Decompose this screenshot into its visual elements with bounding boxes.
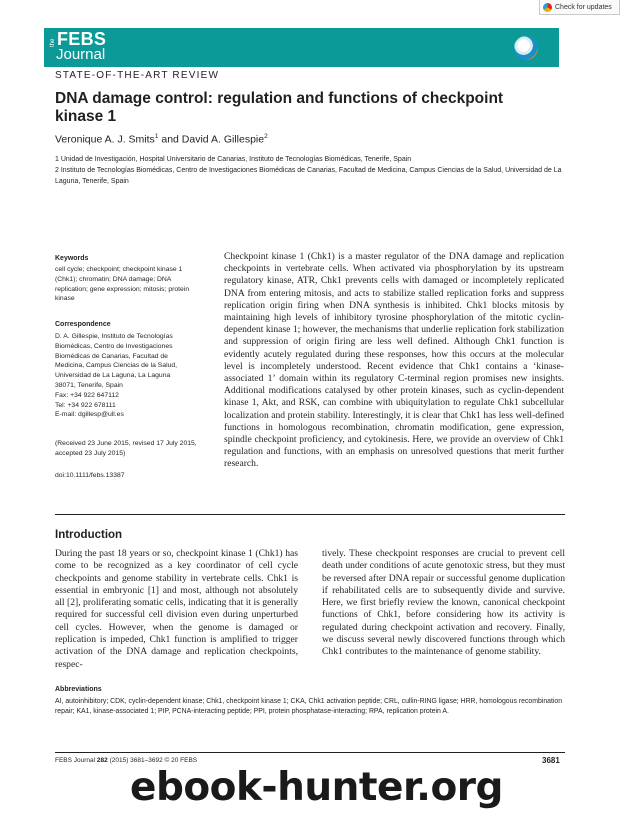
doi-link[interactable]: doi:10.1111/febs.13387 — [55, 472, 125, 479]
watermark-text: ebook-hunter.org — [130, 765, 503, 810]
footer-divider — [55, 752, 565, 753]
correspondence-line: D. A. Gillespie, Instituto de Tecnologías — [55, 333, 173, 340]
correspondence-line: 38071, Tenerife, Spain — [55, 381, 123, 389]
footer-volume: 282 — [96, 757, 108, 764]
abbreviations-heading: Abbreviations — [55, 686, 102, 693]
author-joiner: and — [158, 133, 182, 146]
logo-the-text: the — [50, 38, 56, 47]
footer-publisher: FEBS — [178, 757, 198, 764]
correspondence-line: Biomédicas de Canarias, Facultad de — [55, 352, 168, 360]
keywords-heading: Keywords — [55, 255, 89, 262]
check-for-updates-label: Check for updates — [555, 3, 612, 11]
correspondence-line: Universidad de La Laguna, La Laguna — [55, 372, 171, 380]
abstract: Checkpoint kinase 1 (Chk1) is a master regulator of the DNA damage and replication checkpoints in vertebrate cells. When activated via phosphorylation by its upstream regulatory kinase, ATR, Chk1 prevents cells with damaged or incompletely replicated DNA from entering mitosis, and acts to stabilize stalled replication forks and suppress replication origin firing when DNA synthesis is inhibited. Chk1 blocks mitosis by maintaining high levels of inhibitory tyrosine phosphorylation of the mitotic cyclin-dependent kinase 1; however, the mechanisms that underlie replication fork stabilization and suppression of origin firing are less well defined. Although Chk1 function is evidently acutely regulated during these responses, how this occurs at the molecular level is incompletely understood. Recent evidence that Chk1 contains a ‘kinase-associated 1’ domain within its regulatory C-terminal region promises new insights. Additional modifications catalysed by other protein kinases, such as cyclin-dependent kinase 1, Akt, and RSK, can combine with ubiquitylation to regulate Chk1 subcellular localization and protein stability. Interestingly, it is clear that Chk1 has less well-defined functions in homologous recombination, chromatin modification, gene expression, spindle checkpoint proficiency, and cytokinesis. Here, we provide an overview of Chk1 regulation and functions, with an emphasis on unresolved questions that merit further research. — [224, 251, 564, 470]
received-dates: (Received 23 June 2015, revised 17 July 2015, accepted 23 July 2015) — [55, 440, 197, 457]
logo-febs-text: FEBS — [57, 29, 107, 49]
author-name: David A. Gillespie — [181, 133, 265, 146]
article-title: DNA damage control: regulation and functions of checkpoint kinase 1 — [55, 90, 504, 125]
febs-emblem-icon — [514, 36, 538, 60]
author-name: Veronique A. J. Smits — [55, 133, 155, 146]
correspondence-block — [55, 332, 205, 420]
introduction-column-right: tively. These checkpoint responses are crucial to prevent cell death under conditions of acute genotoxic stress, but they must be reversed after DNA repair or successful genome duplication if rehabilitated cells are to subsequently divide and survive. Here, we first briefly review the known, canonical checkpoint functions of Chk1, before considering how its activity is regulated during checkpoint activation and recovery. Finally, we discuss several newly discovered functions through which Chk1 contributes to the maintenance of genome stability. — [322, 548, 565, 658]
abbreviations-text: AI, autoinhibitory; CDK, cyclin-dependent kinase; Chk1, checkpoint kinase 1; CKA, Chk1 activation peptide; CRL, cullin-RING ligase; HRR, homologous recombination repair; KA1, kinase-associated 1; PIP, PCNA-interacting peptide; PPI, protein phosphatase-interacting; RPA, replication protein A. — [55, 698, 563, 716]
affiliation-2: 2 Instituto de Tecnologías Biomédicas, Centro de Investigaciones Biomédicas de Canarias, Facultad de Medicina, Campus Ciencias de la Salud, Universidad de La Laguna, Tenerife, Spain — [55, 167, 562, 185]
correspondence-email[interactable]: E-mail: dgillesp@ull.es — [55, 411, 124, 419]
footer-pages: (2015) 3681–3692 © 20 — [107, 757, 179, 764]
introduction-heading: Introduction — [55, 529, 123, 541]
affiliation-1: 1 Unidad de Investigación, Hospital Universitario de Canarias, Instituto de Tecnologías Biomédicas, Tenerife, Spain — [55, 156, 412, 163]
check-for-updates-badge[interactable] — [539, 0, 620, 15]
correspondence-line: Biomédicas, Centro de Investigaciones — [55, 342, 173, 350]
logo-journal-text: Journal — [56, 46, 106, 63]
keywords-text: cell cycle; checkpoint; checkpoint kinase 1 (Chk1); chromatin; DNA damage; DNA replication; gene expression; mitosis; protein kinase — [55, 266, 190, 303]
febs-journal-logo — [50, 31, 120, 65]
correspondence-tel: Tel: +34 922 678111 — [55, 401, 116, 409]
section-label: STATE-OF-THE-ART REVIEW — [55, 70, 220, 81]
correspondence-fax: Fax: +34 922 647112 — [55, 391, 119, 399]
crossmark-icon — [543, 3, 552, 12]
author-affiliation-mark: 2 — [264, 133, 268, 140]
footer-citation — [55, 757, 197, 764]
journal-banner — [44, 28, 559, 67]
introduction-column-left: During the past 18 years or so, checkpoint kinase 1 (Chk1) has come to be recognized as a key coordinator of cell cycle checkpoints and genome stability in vertebrate cells. Chk1 is essential in embryonic [1] and most, although not absolutely all [2], proliferating somatic cells, indicating that it is generally required for successful cell division even during unperturbed cell cycles. However, when the genome is damaged or replication is impeded, Chk1 function is amplified to trigger activation of the DNA damage and replication checkpoints, respec- — [55, 548, 298, 670]
author-list — [55, 133, 268, 146]
footer-journal: FEBS Journal — [55, 757, 97, 764]
correspondence-line: Medicina, Campus Ciencias de la Salud, — [55, 362, 178, 370]
section-divider — [55, 514, 565, 515]
page-number: 3681 — [542, 756, 560, 765]
correspondence-heading: Correspondence — [55, 321, 111, 328]
author-affiliation-mark: 1 — [154, 133, 159, 140]
